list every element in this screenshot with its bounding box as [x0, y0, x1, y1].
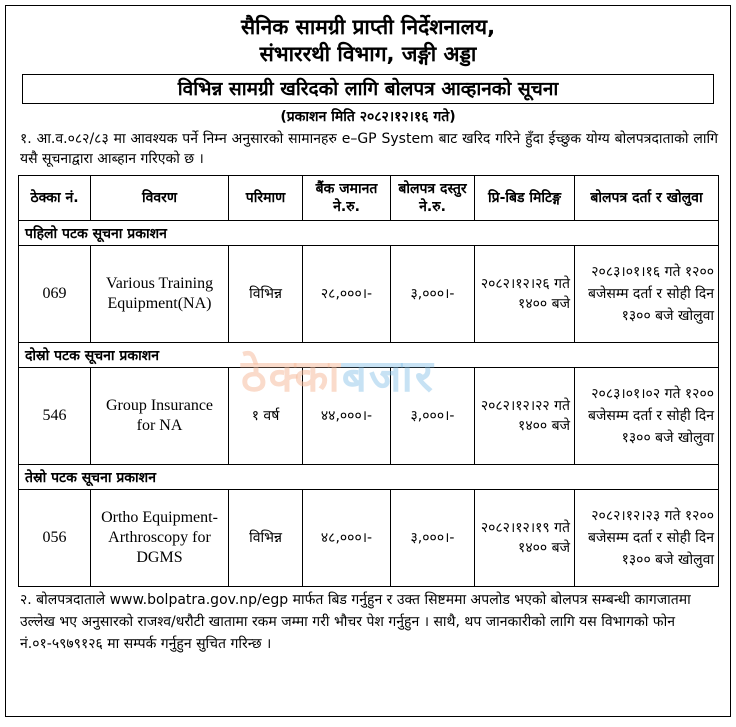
table-row [19, 246, 719, 343]
notice-page [5, 5, 731, 717]
intro-paragraph: १. आ.व.०८२/८३ मा आवश्यक पर्ने निम्न अनुसारको सामानहरु e–GP System बाट खरिद गरिने हुँदा ईच्छुक योग्य बोलपत्रदाताको लागि यसै सूचनाद्वारा आब्हान गरिएको छ । [20, 131, 718, 167]
bank-guarantee: ४८,०००।- [303, 490, 391, 587]
header-quantity: परिमाण [229, 176, 303, 221]
registration-opening: २०८३।०१।१६ गते १२०० बजेसम्म दर्ता र सोही दिन १३०० बजे खोलुवा [575, 246, 719, 343]
section-row [19, 221, 719, 246]
prebid-meeting: २०८२।१२।२६ गते १४०० बजे [475, 246, 575, 343]
registration-opening: २०८३।०१।०२ गते १२०० बजेसम्म दर्ता र सोही दिन १३०० बजे खोलुवा [575, 368, 719, 465]
bank-guarantee: ४४,०००।- [303, 368, 391, 465]
section-label: दोस्रो पटक सूचना प्रकाशन [19, 343, 719, 368]
section-label: तेस्रो पटक सूचना प्रकाशन [19, 465, 719, 490]
description: Ortho Equipment-Arthroscopy for DGMS [91, 490, 229, 587]
section-row [19, 465, 719, 490]
org-name-line1: सैनिक सामग्री प्राप्ती निर्देशनालय, [240, 15, 496, 39]
bank-guarantee: २८,०००।- [303, 246, 391, 343]
bid-fee: ३,०००।- [391, 490, 475, 587]
table-row [19, 490, 719, 587]
registration-opening: २०८२।१२।२३ गते १२०० बजेसम्म दर्ता र सोही दिन १३०० बजे खोलुवा [575, 490, 719, 587]
quantity: विभिन्न [229, 490, 303, 587]
header-prebid: प्रि-बिड मिटिङ्ग [475, 176, 575, 221]
bid-fee: ३,०००।- [391, 368, 475, 465]
watermark-text-2: बजार [341, 351, 435, 402]
table-row [19, 368, 719, 465]
description: Various Training Equipment(NA) [91, 246, 229, 343]
publication-date: (प्रकाशन मिति २०८२।१२।१६ गते) [280, 109, 456, 125]
header-description: विवरण [91, 176, 229, 221]
contract-no: 069 [19, 246, 91, 343]
footer-paragraph: २. बोलपत्रदाताले www.bolpatra.gov.np/egp मार्फत बिड गर्नुहुन र उक्त सिष्टममा अपलोड भएको बोलपत्र सम्बन्धी कागजातमा उल्लेख भए अनुसारको राजश्व/धरौटी खातामा रकम जम्मा गरी भौचर पेश गर्नुहुन । साथै, थप जानकारीको लागि यस विभागको फोन नं.०१-५९७९१२६ मा सम्पर्क गर्नुहुन सुचित गरिन्छ । [20, 592, 691, 652]
header-bank-guarantee: बैंक जमानत ने.रु. [303, 176, 391, 221]
contract-no: 546 [19, 368, 91, 465]
quantity: विभिन्न [229, 246, 303, 343]
section-row [19, 343, 719, 368]
bid-fee: ३,०००।- [391, 246, 475, 343]
prebid-meeting: २०८२।१२।१९ गते १४०० बजे [475, 490, 575, 587]
org-name-line2: संभाररथी विभाग, जङ्गी अड्डा [259, 42, 477, 66]
prebid-meeting: २०८२।१२।२२ गते १४०० बजे [475, 368, 575, 465]
section-label: पहिलो पटक सूचना प्रकाशन [19, 221, 719, 246]
notice-title: विभिन्न सामग्री खरिदको लागि बोलपत्र आव्हानको सूचना [22, 74, 714, 104]
quantity: १ वर्ष [229, 368, 303, 465]
tender-table [18, 175, 719, 587]
table-header-row [19, 176, 719, 221]
header-registration: बोलपत्र दर्ता र खोलुवा [575, 176, 719, 221]
watermark-text-1: ठेक्का [241, 351, 342, 402]
contract-no: 056 [19, 490, 91, 587]
header-contract-no: ठेक्का नं. [19, 176, 91, 221]
header-bid-fee: बोलपत्र दस्तुर ने.रु. [391, 176, 475, 221]
description: Group Insurance for NA [91, 368, 229, 465]
